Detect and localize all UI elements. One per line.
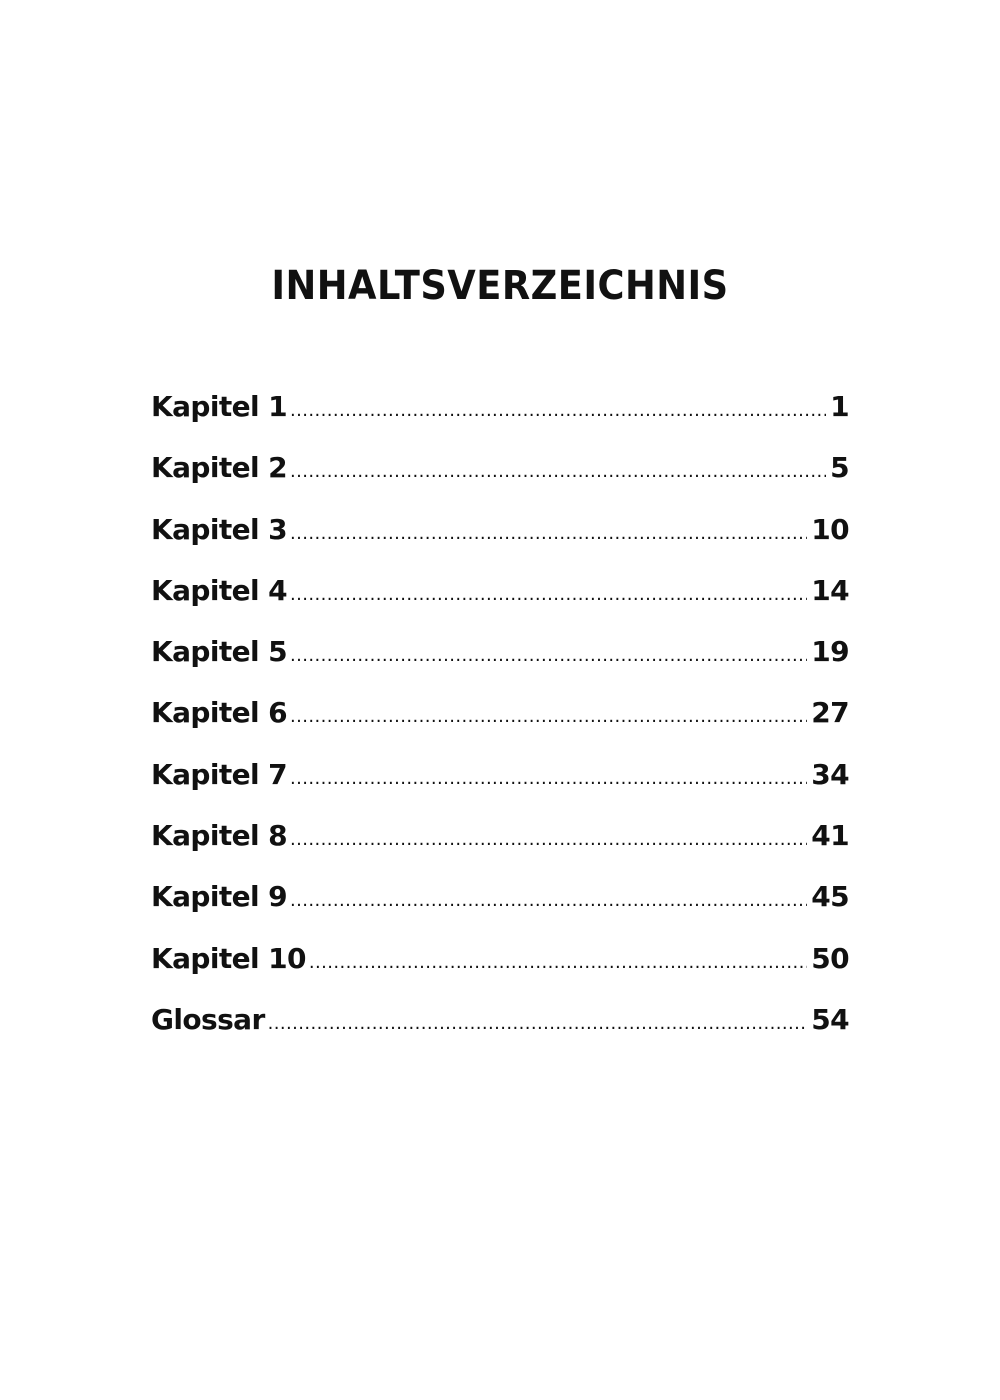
toc-entry (151, 998, 849, 1059)
toc-entry-label: Kapitel 5 (151, 635, 288, 669)
dot-leader (290, 450, 826, 494)
toc-entry (151, 753, 849, 814)
toc-entry-page: 41 (811, 819, 849, 853)
dot-leader (290, 512, 807, 556)
toc-entry (151, 508, 849, 569)
toc-entry-page: 34 (811, 757, 849, 791)
toc-entry-page: 10 (811, 512, 849, 546)
toc-entry-page: 45 (811, 880, 849, 914)
dot-leader (290, 389, 826, 433)
dot-leader (268, 1002, 808, 1046)
toc-entry-label: Kapitel 7 (151, 757, 288, 791)
toc-entry-label: Glossar (151, 1002, 265, 1036)
toc-entry-label: Kapitel 2 (151, 451, 288, 485)
toc-entry-page: 50 (811, 941, 849, 975)
dot-leader (309, 941, 807, 985)
toc-entry-page: 27 (811, 696, 849, 730)
table-of-contents (151, 385, 849, 1059)
toc-entry-label: Kapitel 1 (151, 390, 288, 423)
toc-entry (151, 937, 849, 998)
toc-entry-page: 14 (811, 573, 849, 607)
toc-entry (151, 814, 849, 875)
toc-entry-page: 1 (830, 390, 849, 423)
dot-leader (290, 757, 807, 801)
toc-entry-label: Kapitel 8 (151, 819, 288, 853)
toc-entry-page: 19 (811, 635, 849, 669)
dot-leader (290, 818, 807, 862)
dot-leader (290, 573, 807, 617)
toc-entry (151, 446, 849, 507)
toc-entry-label: Kapitel 3 (151, 512, 288, 546)
dot-leader (290, 879, 807, 923)
toc-entry-page: 54 (811, 1002, 849, 1036)
toc-entry (151, 569, 849, 630)
toc-entry-label: Kapitel 10 (151, 941, 306, 975)
toc-entry-label: Kapitel 4 (151, 573, 288, 607)
toc-entry (151, 875, 849, 936)
dot-leader (290, 634, 807, 678)
toc-entry-label: Kapitel 6 (151, 696, 288, 730)
dot-leader (290, 695, 807, 739)
toc-title: INHALTSVERZEICHNIS (271, 263, 729, 309)
toc-entry (151, 630, 849, 691)
toc-entry-page: 5 (830, 451, 849, 485)
toc-entry (151, 385, 849, 446)
toc-entry (151, 691, 849, 752)
toc-entry-label: Kapitel 9 (151, 880, 288, 914)
